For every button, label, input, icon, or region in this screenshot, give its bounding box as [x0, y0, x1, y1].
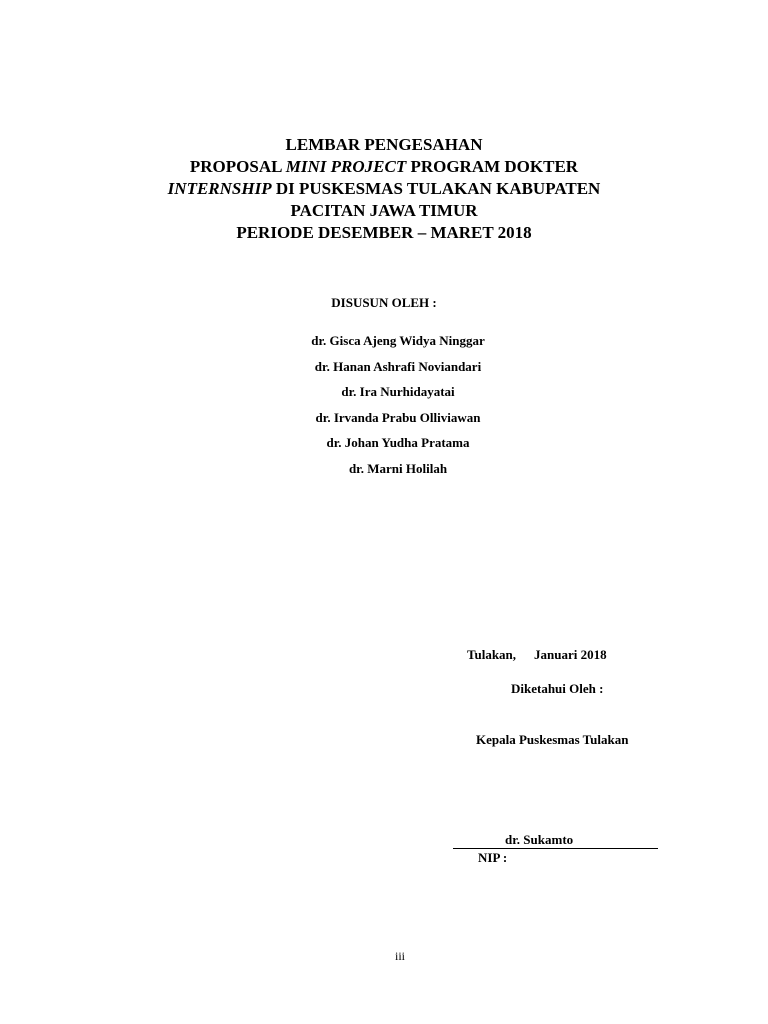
title-line-3-italic: INTERNSHIP [167, 179, 272, 198]
signer-name: dr. Sukamto [505, 832, 574, 847]
place: Tulakan, [467, 647, 517, 662]
document-title [0, 134, 768, 244]
date: Januari 2018 [534, 647, 607, 662]
title-line-4: PACITAN JAWA TIMUR [290, 201, 478, 220]
title-line-5: PERIODE DESEMBER – MARET 2018 [236, 223, 532, 242]
author-item: dr. Marni Holilah [348, 460, 448, 476]
authors-list [0, 328, 768, 481]
place-date [467, 647, 607, 663]
nip-label: NIP : [478, 850, 508, 865]
title-line-2 [0, 156, 768, 178]
title-line-3-post: DI PUSKESMAS TULAKAN KABUPATEN [271, 179, 601, 198]
title-line-3 [0, 178, 768, 200]
signature-line [453, 832, 658, 849]
author-item: dr. Irvanda Prabu Olliviawan [315, 409, 481, 425]
author-item: dr. Ira Nurhidayatai [341, 384, 455, 399]
author-item: dr. Johan Yudha Pratama [326, 435, 470, 450]
author-item: dr. Hanan Ashrafi Noviandari [314, 358, 482, 374]
title-line-2-post: PROGRAM DOKTER [406, 157, 579, 176]
authors-heading: DISUSUN OLEH : [331, 295, 437, 310]
title-line-2-italic: MINI PROJECT [285, 157, 407, 176]
known-by-label: Diketahui Oleh : [511, 681, 604, 696]
title-line-2-pre: PROPOSAL [189, 157, 286, 176]
position-title: Kepala Puskesmas Tulakan [476, 732, 629, 747]
title-line-1: LEMBAR PENGESAHAN [285, 135, 483, 154]
author-item: dr. Gisca Ajeng Widya Ninggar [311, 333, 485, 348]
page-number: iii [394, 949, 405, 963]
